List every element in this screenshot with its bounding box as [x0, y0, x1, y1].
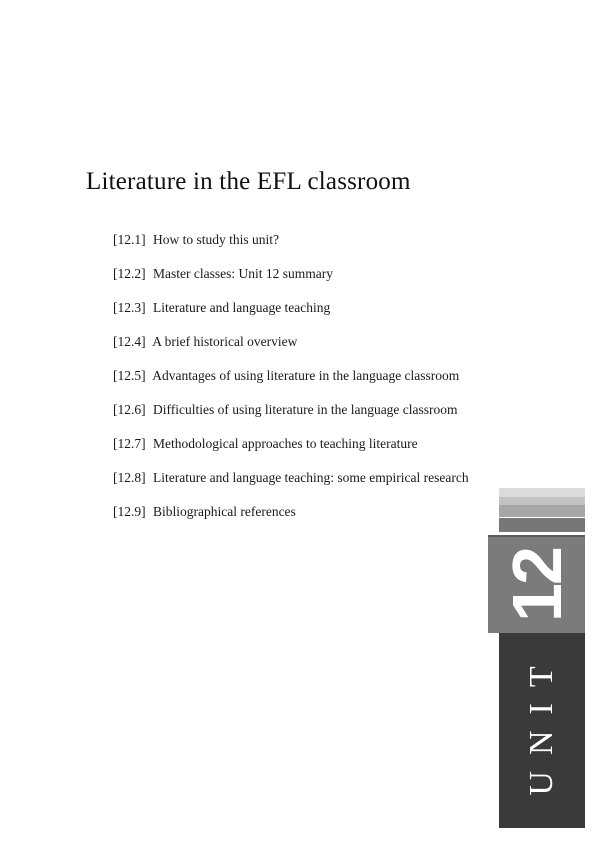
- unit-tab-stripe: [499, 488, 585, 497]
- toc-item: [113, 228, 513, 252]
- unit-tab-stripe: [499, 518, 585, 532]
- toc-item-label: Master classes: Unit 12 summary: [153, 266, 333, 281]
- toc-item-label: How to study this unit?: [153, 232, 280, 247]
- toc-item: [113, 398, 513, 422]
- toc-item-label: Bibliographical references: [153, 504, 296, 519]
- toc-item: [113, 262, 513, 286]
- toc-item: [113, 466, 473, 490]
- toc-item-number: [12.8]: [113, 470, 146, 485]
- toc-item: [113, 432, 513, 456]
- toc-item: [113, 364, 513, 388]
- toc-item-number: [12.1]: [113, 232, 146, 247]
- unit-number: 12: [497, 548, 576, 622]
- toc-item-number: [12.5]: [113, 368, 146, 383]
- toc-item-label: Methodological approaches to teaching literature: [153, 436, 418, 451]
- toc-item: [113, 500, 513, 524]
- unit-tab-stripe: [499, 497, 585, 505]
- unit-number-tab: [488, 535, 585, 633]
- toc-item-number: [12.7]: [113, 436, 146, 451]
- toc-item-number: [12.2]: [113, 266, 146, 281]
- table-of-contents: [113, 228, 513, 534]
- toc-item-label: Literature and language teaching: [153, 300, 331, 315]
- unit-label: UNIT: [523, 649, 560, 796]
- toc-item-label: Difficulties of using literature in the language classroom: [153, 402, 458, 417]
- toc-item-label: Literature and language teaching: some empirical research: [153, 470, 469, 485]
- page-title: Literature in the EFL classroom: [86, 168, 411, 195]
- toc-item-label: A brief historical overview: [152, 334, 298, 349]
- toc-item-number: [12.6]: [113, 402, 146, 417]
- toc-item-label: Advantages of using literature in the language classroom: [152, 368, 460, 383]
- unit-tab-stripe: [499, 505, 585, 517]
- toc-item: [113, 296, 513, 320]
- toc-item-number: [12.9]: [113, 504, 146, 519]
- toc-item-number: [12.3]: [113, 300, 146, 315]
- toc-item: [113, 330, 513, 354]
- toc-item-number: [12.4]: [113, 334, 146, 349]
- unit-label-tab: [499, 633, 585, 828]
